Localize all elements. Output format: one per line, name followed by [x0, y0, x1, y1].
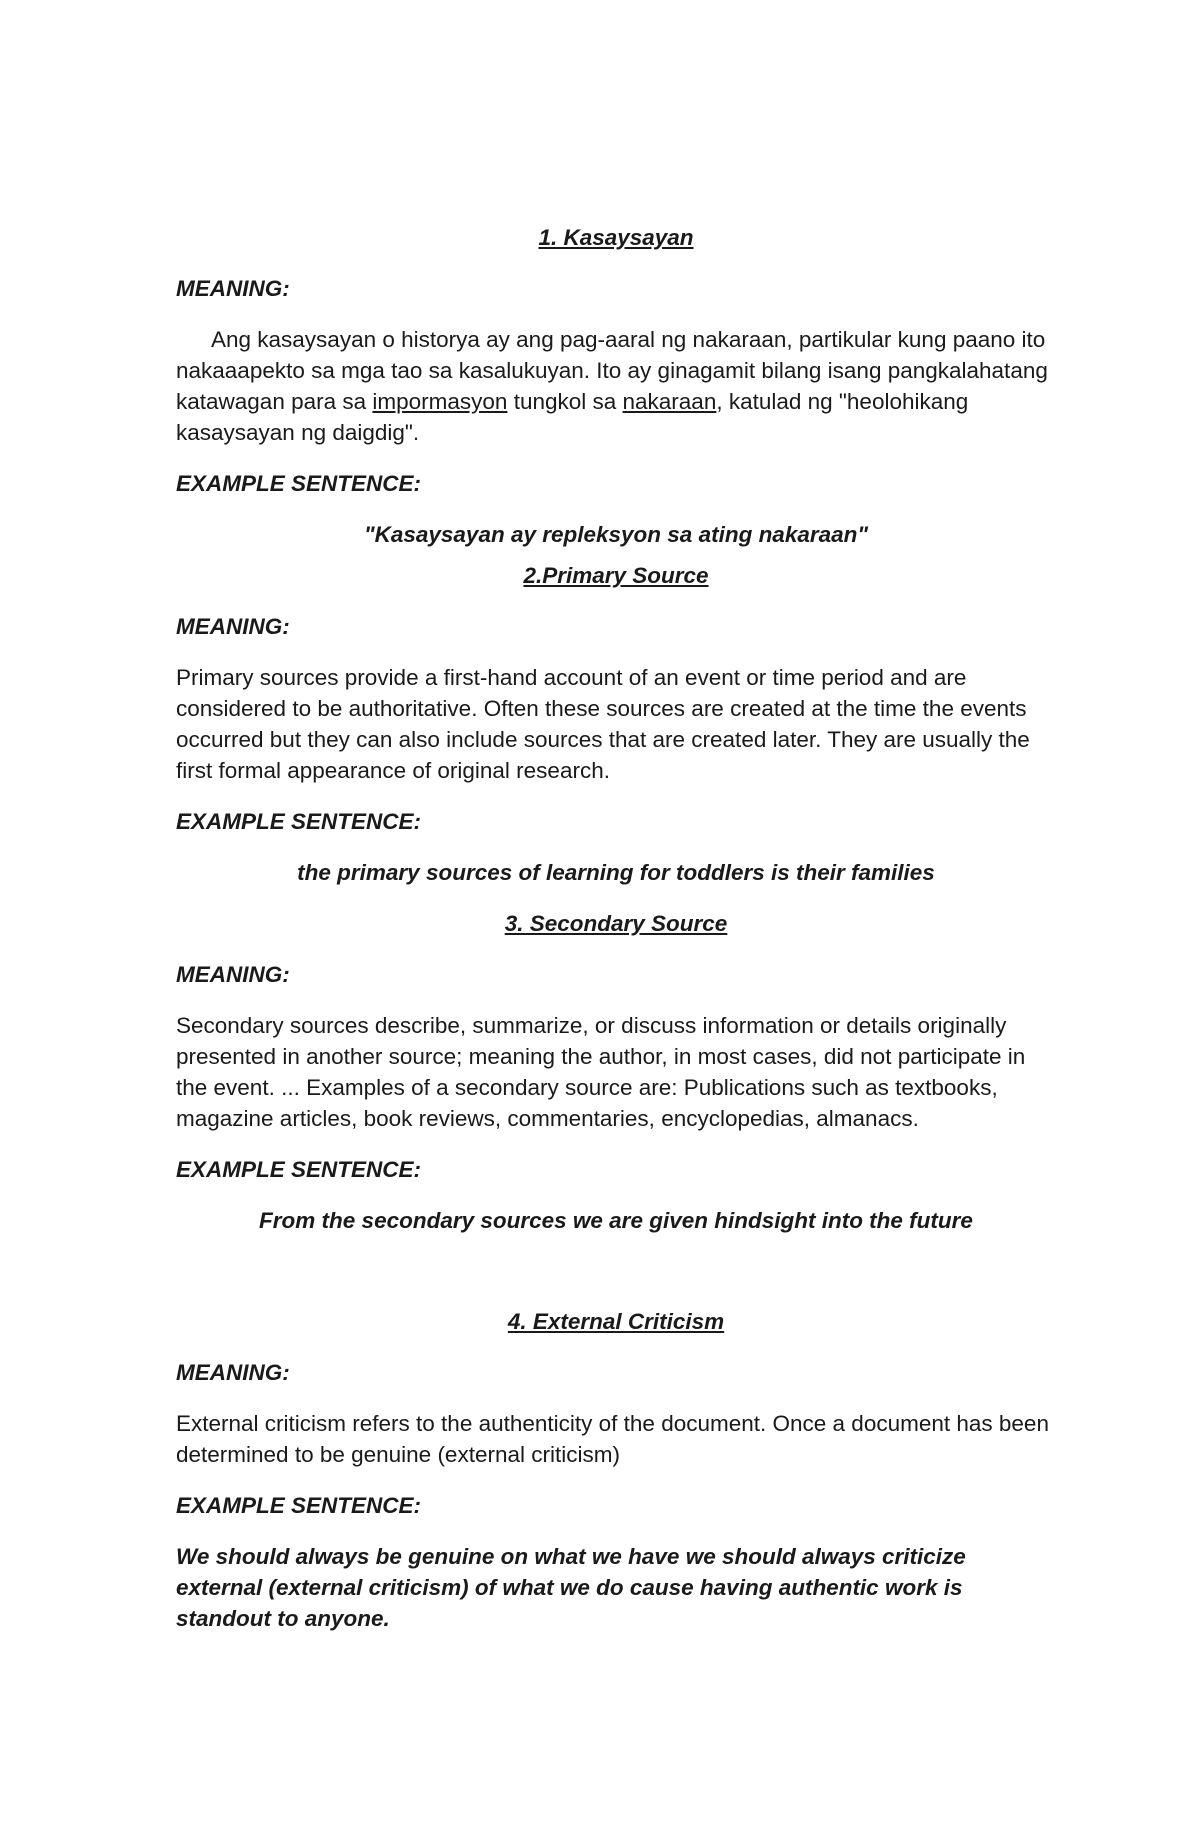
document-content [176, 222, 1056, 1634]
meaning-text-secondary-source: Secondary sources describe, summarize, or discuss information or details originally presented in another source; meaning the author, in most cases, did not participate in the event. ... Examples of a secondary source are: Publications such as textbooks, magazine articles, book reviews, commentaries, encyclopedias, almanacs. [176, 1013, 1026, 1131]
example-sentence-primary-source: the primary sources of learning for toddlers is their families [297, 860, 935, 885]
meaning-text-primary-source: Primary sources provide a first-hand account of an event or time period and are considered to be authoritative. Often these sources are created at the time the events occurred but they can also include sources that are created later. They are usually the first formal appearance of original research. [176, 665, 1030, 783]
example-label: EXAMPLE SENTENCE: [176, 471, 422, 496]
section-title-primary-source: 2.Primary Source [523, 563, 709, 588]
link-impormasyon[interactable]: impormasyon [372, 389, 508, 414]
example-sentence-external-criticism: We should always be genuine on what we have we should always criticize external (external criticism) of what we do cause having authentic work is standout to anyone. [176, 1544, 966, 1631]
meaning-label: MEANING: [176, 962, 290, 987]
meaning-text-part: tungkol sa [507, 389, 623, 414]
meaning-text-part: Ang kasaysayan o historya ay ang pag-aaral ng nakaraan, partikular kung paano ito nakaaapekto sa mga tao sa kasalukuyan. Ito ay ginagamit bilang isang pangkalahatang katawagan para sa [176, 327, 1048, 414]
example-label: EXAMPLE SENTENCE: [176, 809, 422, 834]
section-title-secondary-source: 3. Secondary Source [504, 911, 728, 936]
meaning-text-part: , katulad ng "heolohikang kasaysayan ng daigdig". [176, 389, 969, 445]
section-title-external-criticism: 4. External Criticism [507, 1309, 725, 1334]
example-sentence-kasaysayan: "Kasaysayan ay repleksyon sa ating nakaraan" [363, 522, 869, 547]
example-label: EXAMPLE SENTENCE: [176, 1157, 422, 1182]
meaning-label: MEANING: [176, 614, 290, 639]
meaning-label: MEANING: [176, 1360, 290, 1385]
example-label: EXAMPLE SENTENCE: [176, 1493, 422, 1518]
link-nakaraan[interactable]: nakaraan [622, 389, 717, 414]
meaning-label: MEANING: [176, 276, 290, 301]
example-sentence-secondary-source: From the secondary sources we are given hindsight into the future [259, 1208, 973, 1233]
section-title-kasaysayan: 1. Kasaysayan [538, 225, 694, 250]
meaning-text-external-criticism: External criticism refers to the authenticity of the document. Once a document has been determined to be genuine (external criticism) [176, 1411, 1049, 1467]
meaning-text-kasaysayan [176, 324, 1056, 448]
